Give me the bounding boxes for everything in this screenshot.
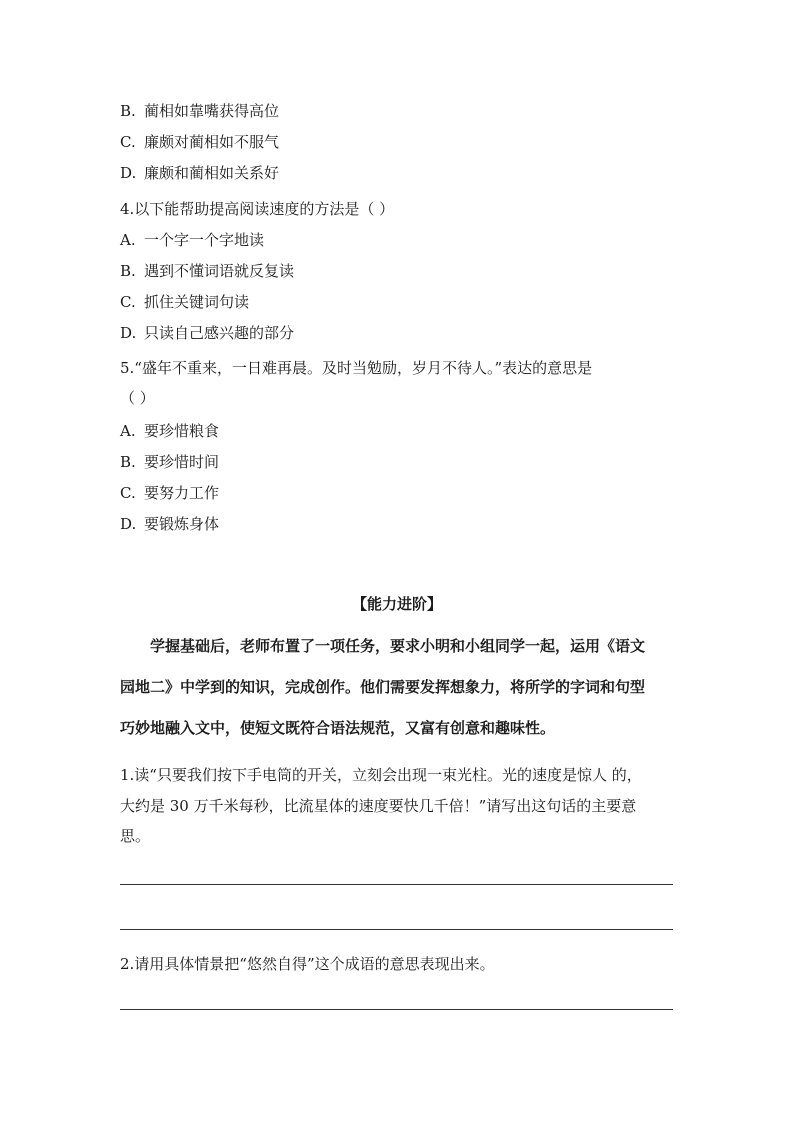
option-letter: A.: [120, 422, 136, 440]
option-letter: B.: [120, 262, 136, 280]
prev-option-d: [120, 163, 279, 183]
ability-q1-line-2: 大约是 30 万千米每秒，比流星体的速度要快几千倍！”请写出这句话的主要意: [120, 797, 637, 815]
q4-option-b: [120, 261, 294, 281]
option-letter: C.: [120, 293, 136, 311]
option-letter: B.: [120, 453, 136, 471]
intro-line-2: 园地二》中学到的知识，完成创作。他们需要发挥想象力，将所学的字词和句型: [120, 678, 646, 696]
intro-line-3: 巧妙地融入文中，使短文既符合语法规范，又富有创意和趣味性。: [120, 719, 556, 737]
option-text: 要珍惜时间: [144, 453, 220, 471]
answer-line[interactable]: [120, 1009, 673, 1010]
option-letter: A.: [120, 231, 136, 249]
option-text: 廉颇和蔺相如关系好: [144, 164, 280, 182]
option-text: 要努力工作: [144, 484, 220, 502]
q5-option-d: [120, 514, 219, 534]
option-text: 一个字一个字地读: [144, 231, 265, 249]
option-text: 廉颇对蔺相如不服气: [144, 133, 280, 151]
option-text: 只读自己感兴趣的部分: [144, 324, 295, 342]
q5-stem-line1: 5.“盛年不重来，一日难再晨。及时当勉励，岁月不待人。”表达的意思是: [120, 359, 593, 377]
option-text: 要锻炼身体: [144, 515, 220, 533]
q4-stem: 4.以下能帮助提高阅读速度的方法是（ ）: [120, 200, 395, 218]
q4-option-a: [120, 230, 264, 250]
option-letter: B.: [120, 102, 136, 120]
q4-option-c: [120, 292, 249, 312]
option-letter: C.: [120, 133, 136, 151]
option-letter: D.: [120, 324, 137, 342]
q5-option-b: [120, 452, 219, 472]
option-text: 遇到不懂词语就反复读: [144, 262, 295, 280]
option-text: 抓住关键词句读: [144, 293, 250, 311]
ability-q1-line-3: 思。: [120, 827, 151, 845]
answer-line[interactable]: [120, 929, 673, 930]
q5-option-c: [120, 483, 219, 503]
q5-stem-line2: （ ）: [120, 389, 155, 407]
section-title: 【能力进阶】: [351, 595, 442, 613]
prev-option-b: [120, 101, 279, 121]
q4-option-d: [120, 323, 294, 343]
option-text: 蔺相如靠嘴获得高位: [144, 102, 280, 120]
ability-q1-line-1: 1.读“只要我们按下手电筒的开关，立刻会出现一束光柱。光的速度是惊人 的，: [120, 766, 642, 784]
prev-option-c: [120, 132, 279, 152]
intro-line-1: 学握基础后，老师布置了一项任务，要求小明和小组同学一起，运用《语文: [120, 637, 646, 655]
answer-line[interactable]: [120, 884, 673, 885]
option-letter: D.: [120, 515, 137, 533]
option-letter: C.: [120, 484, 136, 502]
q5-option-a: [120, 421, 219, 441]
option-letter: D.: [120, 164, 137, 182]
ability-q2-stem: 2.请用具体情景把“悠然自得”这个成语的意思表现出来。: [120, 955, 495, 973]
option-text: 要珍惜粮食: [144, 422, 220, 440]
